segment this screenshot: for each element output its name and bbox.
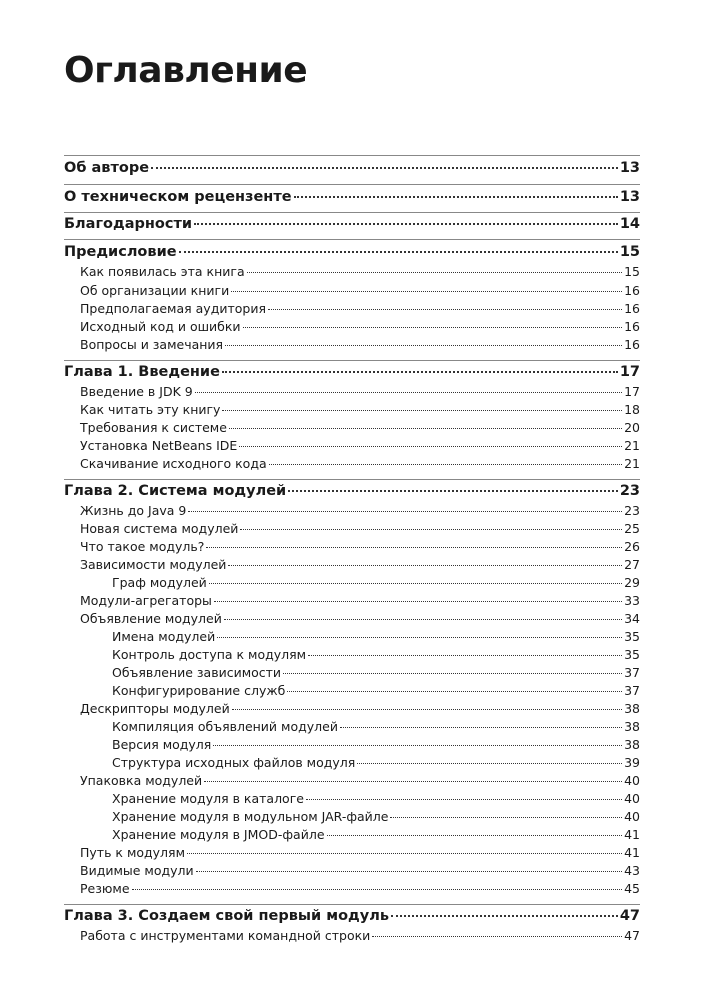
- dot-leader: [232, 709, 622, 710]
- toc-entry-label: Об авторе: [64, 160, 150, 176]
- toc-entry-label: Новая система модулей: [80, 521, 239, 536]
- toc-entry-page: 35: [624, 629, 640, 644]
- toc-entry[interactable]: [80, 928, 640, 943]
- toc-entry[interactable]: [112, 809, 640, 824]
- dot-leader: [187, 853, 622, 854]
- toc-entry-label: Что такое модуль?: [80, 539, 205, 554]
- dot-leader: [268, 309, 622, 310]
- dot-leader: [231, 291, 622, 292]
- toc-entry[interactable]: [64, 364, 640, 380]
- toc-entry-page: 13: [619, 189, 640, 205]
- dot-leader: [132, 889, 623, 890]
- toc-entry-label: Как появилась эта книга: [80, 264, 245, 279]
- toc-entry-page: 21: [624, 456, 640, 471]
- toc-entry-label: Благодарности: [64, 216, 193, 232]
- toc-entry-page: 47: [619, 908, 640, 924]
- toc-entry[interactable]: [80, 845, 640, 860]
- toc-entry-page: 41: [624, 845, 640, 860]
- toc-entry-label: Как читать эту книгу: [80, 402, 221, 417]
- dot-leader: [196, 871, 622, 872]
- toc-entry-page: 16: [624, 337, 640, 352]
- dot-leader: [308, 655, 622, 656]
- toc-entry[interactable]: [80, 337, 640, 352]
- toc-entry-label: Установка NetBeans IDE: [80, 438, 238, 453]
- toc-entry-label: Зависимости модулей: [80, 557, 227, 572]
- toc-entry-page: 26: [624, 539, 640, 554]
- dot-leader: [372, 936, 622, 937]
- toc-entry[interactable]: [112, 755, 640, 770]
- toc-entry-page: 23: [624, 503, 640, 518]
- toc-entry-label: Жизнь до Java 9: [80, 503, 187, 518]
- toc-entry-page: 29: [624, 575, 640, 590]
- toc-entry[interactable]: [64, 244, 640, 260]
- toc-entry-label: Версия модуля: [112, 737, 212, 752]
- toc-entry[interactable]: [112, 737, 640, 752]
- toc-entry[interactable]: [80, 881, 640, 896]
- dot-leader: [195, 392, 622, 393]
- toc-entry-page: 38: [624, 719, 640, 734]
- dot-leader: [229, 428, 622, 429]
- toc-entry[interactable]: [112, 791, 640, 806]
- toc-entry-label: Глава 1. Введение: [64, 364, 220, 380]
- toc-entry-label: Хранение модуля в модульном JAR-файле: [112, 809, 389, 824]
- dot-leader: [283, 673, 622, 674]
- dot-leader: [222, 371, 618, 373]
- toc-entry-page: 16: [624, 319, 640, 334]
- toc-entry[interactable]: [80, 438, 640, 453]
- toc-entry[interactable]: [112, 827, 640, 842]
- toc-entry-page: 17: [619, 364, 640, 380]
- dot-leader: [357, 763, 622, 764]
- toc-entry-page: 45: [624, 881, 640, 896]
- toc-entry[interactable]: [64, 216, 640, 232]
- toc-entry-label: Хранение модуля в JMOD-файле: [112, 827, 325, 842]
- toc-entry-label: Дескрипторы модулей: [80, 701, 230, 716]
- toc-entry[interactable]: [80, 557, 640, 572]
- toc-entry-label: Граф модулей: [112, 575, 207, 590]
- dot-leader: [209, 583, 622, 584]
- toc-entry-page: 40: [624, 791, 640, 806]
- dot-leader: [243, 327, 623, 328]
- toc-entry[interactable]: [80, 521, 640, 536]
- toc-entry[interactable]: [80, 593, 640, 608]
- dot-leader: [390, 817, 622, 818]
- toc-entry-label: Исходный код и ошибки: [80, 319, 241, 334]
- toc-entry-page: 37: [624, 683, 640, 698]
- dot-leader: [214, 601, 622, 602]
- dot-leader: [240, 529, 622, 530]
- toc-entry-label: Упаковка модулей: [80, 773, 203, 788]
- toc-entry-page: 20: [624, 420, 640, 435]
- toc-entry-page: 27: [624, 557, 640, 572]
- dot-leader: [151, 167, 618, 169]
- toc-entry[interactable]: [112, 665, 640, 680]
- toc-entry-label: Работа с инструментами командной строки: [80, 928, 371, 943]
- toc-entry[interactable]: [80, 420, 640, 435]
- toc-entry-label: Глава 2. Система модулей: [64, 483, 287, 499]
- dot-leader: [327, 835, 623, 836]
- toc-entry-label: Конфигурирование служб: [112, 683, 286, 698]
- toc-entry-label: Глава 3. Создаем свой первый модуль: [64, 908, 389, 924]
- dot-leader: [287, 691, 622, 692]
- toc-entry-label: Предполагаемая аудитория: [80, 301, 266, 316]
- toc-entry-page: 41: [624, 827, 640, 842]
- toc-entry-label: Требования к системе: [80, 420, 227, 435]
- divider: [64, 155, 640, 156]
- dot-leader: [294, 196, 618, 198]
- toc-entry-page: 16: [624, 301, 640, 316]
- toc-entry-label: Введение в JDK 9: [80, 384, 193, 399]
- toc-entry[interactable]: [80, 503, 640, 518]
- toc-entry-page: 35: [624, 647, 640, 662]
- dot-leader: [269, 464, 622, 465]
- toc-entry[interactable]: [80, 283, 640, 298]
- dot-leader: [204, 781, 622, 782]
- toc-entry-page: 38: [624, 737, 640, 752]
- toc-entry-page: 17: [624, 384, 640, 399]
- dot-leader: [247, 272, 622, 273]
- toc-entry-page: 33: [624, 593, 640, 608]
- dot-leader: [225, 345, 622, 346]
- toc-entry-page: 18: [624, 402, 640, 417]
- toc-entry-page: 15: [624, 264, 640, 279]
- dot-leader: [239, 446, 622, 447]
- dot-leader: [340, 727, 622, 728]
- toc-entry[interactable]: [112, 719, 640, 734]
- toc-entry[interactable]: [64, 160, 640, 176]
- toc-entry-label: Контроль доступа к модулям: [112, 647, 307, 662]
- toc-entry[interactable]: [80, 384, 640, 399]
- toc-entry-label: Имена модулей: [112, 629, 216, 644]
- toc-entry[interactable]: [112, 629, 640, 644]
- divider: [64, 479, 640, 480]
- toc-entry-label: Объявление модулей: [80, 611, 222, 626]
- toc-entry-label: Вопросы и замечания: [80, 337, 224, 352]
- toc-entry[interactable]: [80, 701, 640, 716]
- dot-leader: [194, 223, 618, 225]
- toc-entry-label: Компиляция объявлений модулей: [112, 719, 338, 734]
- dot-leader: [179, 251, 618, 253]
- dot-leader: [228, 565, 622, 566]
- toc-entry-label: Путь к модулям: [80, 845, 185, 860]
- dot-leader: [306, 799, 622, 800]
- toc-entry[interactable]: [80, 402, 640, 417]
- divider: [64, 360, 640, 361]
- toc-entry[interactable]: [112, 683, 640, 698]
- dot-leader: [188, 511, 622, 512]
- toc-entry[interactable]: [80, 773, 640, 788]
- toc-entry-label: Об организации книги: [80, 283, 230, 298]
- toc-entry-page: 34: [624, 611, 640, 626]
- toc-entry-page: 16: [624, 283, 640, 298]
- toc-entry-page: 25: [624, 521, 640, 536]
- toc-entry-label: Модули-агрегаторы: [80, 593, 212, 608]
- page-title: Оглавление: [64, 50, 308, 91]
- toc-entry[interactable]: [80, 456, 640, 471]
- toc-entry-label: Структура исходных файлов модуля: [112, 755, 356, 770]
- toc-entry-label: Резюме: [80, 881, 130, 896]
- toc-entry[interactable]: [80, 264, 640, 279]
- divider: [64, 904, 640, 905]
- toc-entry-page: 47: [624, 928, 640, 943]
- toc-entry[interactable]: [80, 301, 640, 316]
- toc-entry-label: Скачивание исходного кода: [80, 456, 267, 471]
- toc-entry-label: О техническом рецензенте: [64, 189, 292, 205]
- divider: [64, 212, 640, 213]
- dot-leader: [224, 619, 622, 620]
- dot-leader: [288, 490, 618, 492]
- toc-entry[interactable]: [64, 483, 640, 499]
- toc-entry-page: 13: [619, 160, 640, 176]
- toc-entry-page: 40: [624, 809, 640, 824]
- divider: [64, 239, 640, 240]
- toc-entry[interactable]: [112, 647, 640, 662]
- toc-entry-page: 40: [624, 773, 640, 788]
- toc-entry[interactable]: [64, 189, 640, 205]
- toc-entry-page: 43: [624, 863, 640, 878]
- toc-entry[interactable]: [80, 863, 640, 878]
- toc-entry[interactable]: [80, 319, 640, 334]
- toc-entry-page: 38: [624, 701, 640, 716]
- dot-leader: [391, 915, 618, 917]
- toc-entry-page: 21: [624, 438, 640, 453]
- toc-entry[interactable]: [64, 908, 640, 924]
- toc-entry-page: 14: [619, 216, 640, 232]
- dot-leader: [213, 745, 622, 746]
- toc-entry-page: 15: [619, 244, 640, 260]
- toc-entry[interactable]: [80, 611, 640, 626]
- toc-entry[interactable]: [112, 575, 640, 590]
- divider: [64, 184, 640, 185]
- toc-entry-label: Хранение модуля в каталоге: [112, 791, 304, 806]
- dot-leader: [217, 637, 622, 638]
- toc-entry-label: Видимые модули: [80, 863, 194, 878]
- toc-entry-label: Объявление зависимости: [112, 665, 282, 680]
- dot-leader: [206, 547, 622, 548]
- toc-entry-page: 23: [619, 483, 640, 499]
- dot-leader: [222, 410, 622, 411]
- toc-entry-label: Предисловие: [64, 244, 177, 260]
- toc-entry[interactable]: [80, 539, 640, 554]
- toc-entry-page: 39: [624, 755, 640, 770]
- toc-entry-page: 37: [624, 665, 640, 680]
